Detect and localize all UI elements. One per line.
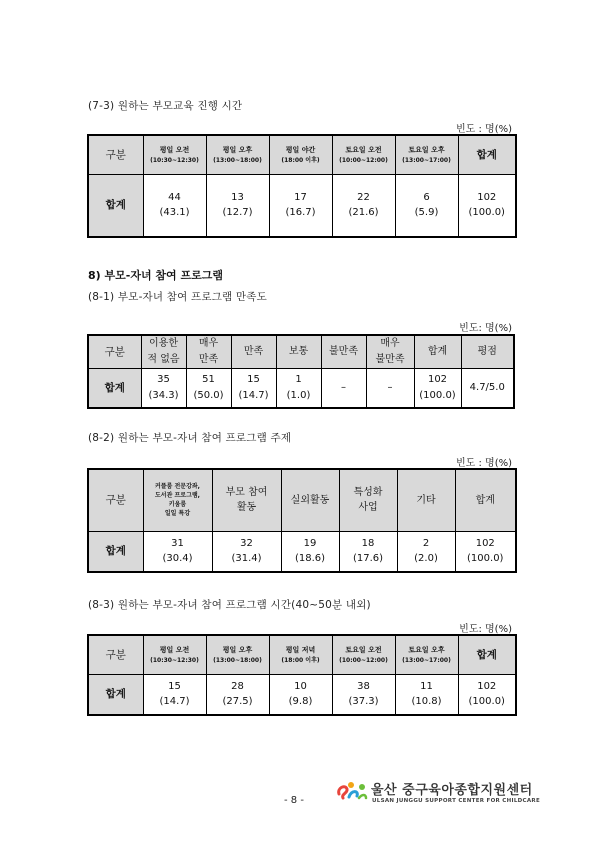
section-7-3-unit: 빈도 : 명(%)	[455, 124, 512, 135]
header-cell: 부모 참여 활동	[212, 469, 281, 531]
section-8-3-title: (8-3) 원하는 부모-자녀 참여 프로그램 시간(40~50분 내외)	[88, 599, 371, 611]
org-name-english: ULSAN JUNGGU SUPPORT CENTER FOR CHILDCARE	[372, 798, 541, 804]
org-logo-icon	[335, 778, 369, 804]
header-cell: 합계	[414, 335, 461, 368]
table-header-row	[88, 635, 516, 674]
section-8-1-title: (8-1) 부모-자녀 참여 프로그램 만족도	[88, 291, 267, 303]
table-header-row	[88, 335, 514, 368]
section-8-2-unit: 빈도 : 명(%)	[455, 458, 512, 469]
table-cell: 102 (100.0)	[458, 674, 516, 715]
table-cell: 22 (21.6)	[332, 174, 395, 237]
header-cell: 커플룸 전문강좌, 도서관 프로그램, 키움룸 일일 특강	[143, 469, 212, 531]
section-8-3-unit: 빈도: 명(%)	[459, 624, 512, 635]
section-8-2-title: (8-2) 원하는 부모-자녀 참여 프로그램 주제	[88, 432, 292, 444]
header-cell: 평일 야간 (18:00 이후)	[269, 135, 332, 174]
header-cell: 만족	[231, 335, 276, 368]
header-cell: 토요일 오후 (13:00~17:00)	[395, 135, 458, 174]
table-cell: 13 (12.7)	[206, 174, 269, 237]
table-row	[88, 174, 516, 237]
row-label: 합계	[88, 368, 141, 408]
header-cell: 기타	[397, 469, 455, 531]
header-cell: 토요일 오후 (13:00~17:00)	[395, 635, 458, 674]
table-7-3	[87, 134, 517, 238]
table-cell: 18 (17.6)	[339, 531, 397, 572]
header-cell: 합계	[455, 469, 516, 531]
header-cell: 평일 오전 (10:30~12:30)	[143, 135, 206, 174]
table-cell: 11 (10.8)	[395, 674, 458, 715]
table-header-row	[88, 469, 516, 531]
header-cell: 구분	[88, 135, 143, 174]
header-cell: 평일 오전 (10:30~12:30)	[143, 635, 206, 674]
org-name: 울산 중구육아종합지원센터	[371, 783, 533, 798]
table-cell: –	[321, 368, 366, 408]
header-cell: 평일 오후 (13:00~18:00)	[206, 635, 269, 674]
header-cell: 평일 오후 (13:00~18:00)	[206, 135, 269, 174]
header-cell: 합계	[458, 635, 516, 674]
table-cell: 15 (14.7)	[231, 368, 276, 408]
section-8-1-unit: 빈도: 명(%)	[459, 323, 512, 334]
table-cell: 31 (30.4)	[143, 531, 212, 572]
section-7-3-title: (7-3) 원하는 부모교육 진행 시간	[88, 100, 243, 112]
table-cell: 44 (43.1)	[143, 174, 206, 237]
row-label: 합계	[88, 531, 143, 572]
table-cell: 15 (14.7)	[143, 674, 206, 715]
header-cell: 토요일 오전 (10:00~12:00)	[332, 135, 395, 174]
table-row	[88, 531, 516, 572]
table-cell: 17 (16.7)	[269, 174, 332, 237]
header-cell: 이용한 적 없음	[141, 335, 186, 368]
table-cell: 6 (5.9)	[395, 174, 458, 237]
table-cell: 28 (27.5)	[206, 674, 269, 715]
header-cell: 합계	[458, 135, 516, 174]
table-cell: 10 (9.8)	[269, 674, 332, 715]
table-8-2	[87, 468, 517, 573]
table-cell: 19 (18.6)	[281, 531, 339, 572]
table-cell: –	[366, 368, 414, 408]
table-cell: 2 (2.0)	[397, 531, 455, 572]
header-cell: 매우 불만족	[366, 335, 414, 368]
section-8-title: 8) 부모-자녀 참여 프로그램	[88, 269, 223, 282]
header-cell: 실외활동	[281, 469, 339, 531]
header-cell: 매우 만족	[186, 335, 231, 368]
page-number: - 8 -	[284, 795, 304, 806]
table-cell: 102 (100.0)	[414, 368, 461, 408]
table-cell: 1 (1.0)	[276, 368, 321, 408]
header-cell: 평점	[461, 335, 514, 368]
table-cell: 38 (37.3)	[332, 674, 395, 715]
table-cell: 32 (31.4)	[212, 531, 281, 572]
table-header-row	[88, 135, 516, 174]
table-row	[88, 674, 516, 715]
table-cell: 4.7/5.0	[461, 368, 514, 408]
header-cell: 평일 저녁 (18:00 이후)	[269, 635, 332, 674]
header-cell: 불만족	[321, 335, 366, 368]
header-cell: 구분	[88, 635, 143, 674]
table-cell: 51 (50.0)	[186, 368, 231, 408]
table-cell: 102 (100.0)	[458, 174, 516, 237]
table-cell: 102 (100.0)	[455, 531, 516, 572]
row-label: 합계	[88, 174, 143, 237]
header-cell: 보통	[276, 335, 321, 368]
header-cell: 구분	[88, 335, 141, 368]
table-row	[88, 368, 514, 408]
header-cell: 토요일 오전 (10:00~12:00)	[332, 635, 395, 674]
header-cell: 구분	[88, 469, 143, 531]
table-8-3	[87, 634, 517, 716]
header-cell: 특성화 사업	[339, 469, 397, 531]
row-label: 합계	[88, 674, 143, 715]
table-8-1	[87, 334, 515, 409]
table-cell: 35 (34.3)	[141, 368, 186, 408]
